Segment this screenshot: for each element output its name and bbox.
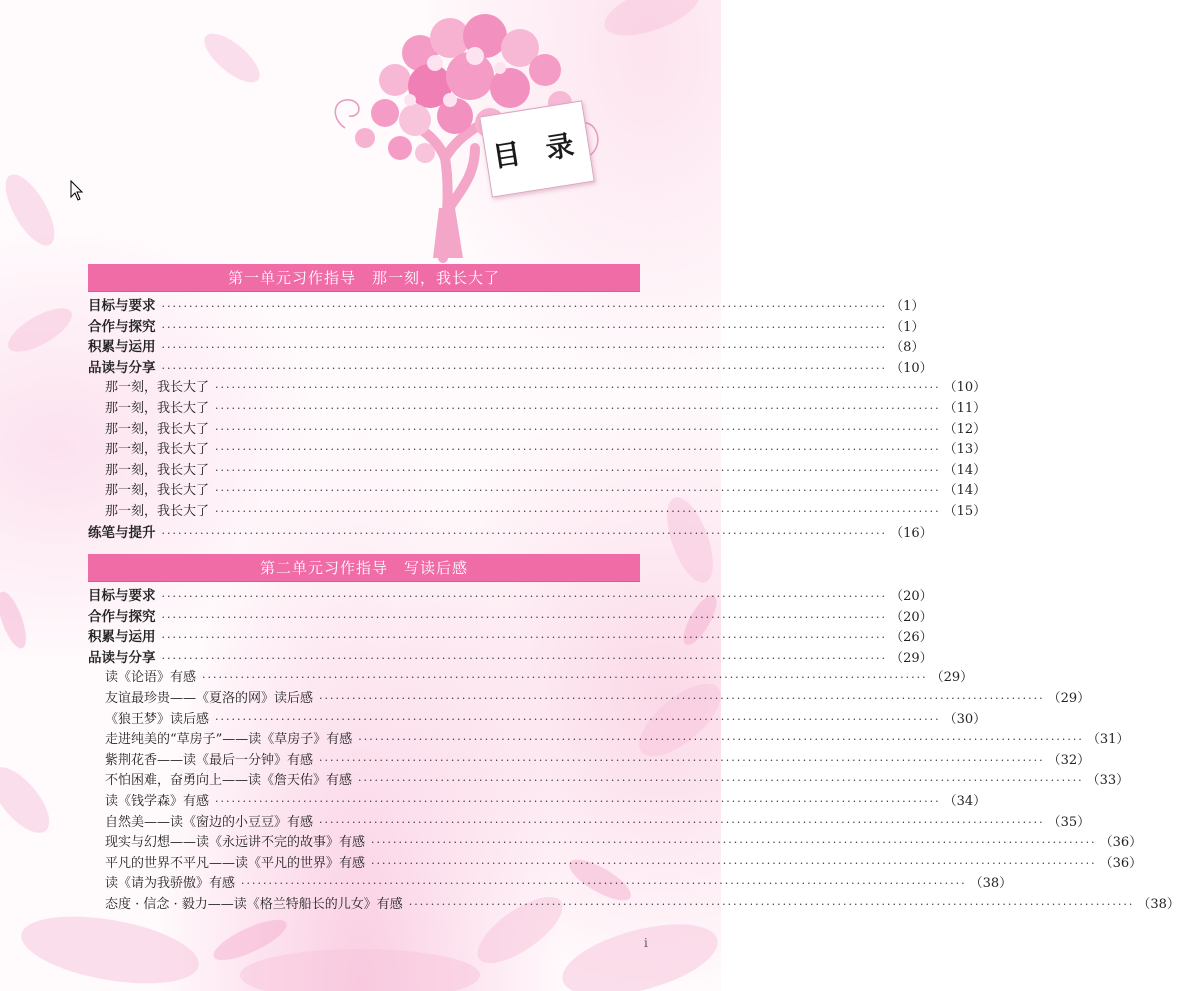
toc-section-2 (88, 554, 1180, 916)
leader-dots: ···································································································································· (408, 897, 1135, 911)
toc-entry[interactable] (88, 751, 1091, 772)
entry-label: 《狼王梦》读后感 (105, 711, 210, 727)
leader-dots: ···································································································································· (215, 794, 941, 808)
entry-label: 自然美——读《窗边的小豆豆》有感 (105, 814, 314, 830)
toc-entry[interactable] (88, 296, 925, 317)
leader-dots: ···································································································································· (215, 381, 941, 395)
leader-dots: ···································································································································· (319, 753, 1045, 767)
entry-label: 那一刻，我长大了 (105, 421, 210, 437)
leader-dots: ···································································································································· (319, 691, 1045, 705)
leader-dots: ···································································································································· (161, 526, 888, 540)
toc-entry[interactable] (88, 771, 1130, 792)
toc-entry[interactable] (88, 440, 987, 461)
page-number: i (644, 936, 648, 950)
toc-entry[interactable] (88, 833, 1143, 854)
entry-label: 品读与分享 (88, 649, 156, 666)
toc-entry[interactable] (88, 607, 933, 628)
toc-entry[interactable] (88, 358, 933, 379)
leader-dots: ···································································································································· (371, 856, 1097, 870)
leader-dots: ···································································································································· (215, 401, 941, 415)
entry-label: 那一刻，我长大了 (105, 400, 210, 416)
leader-dots: ···································································································································· (161, 631, 888, 645)
leader-dots: ···································································································································· (161, 300, 888, 313)
toc-entry[interactable] (88, 627, 933, 648)
toc-entry[interactable] (88, 337, 925, 358)
entry-label: 目标与要求 (88, 588, 156, 604)
entry-label: 态度 · 信念 · 毅力——读《格兰特船长的儿女》有感 (105, 896, 403, 912)
entry-page: （29） (930, 670, 974, 686)
toc-entry[interactable] (88, 792, 987, 813)
entry-label: 品读与分享 (88, 359, 156, 376)
entry-label: 目标与要求 (88, 298, 156, 314)
entry-label: 那一刻，我长大了 (105, 462, 210, 478)
entry-page: （36） (1099, 855, 1143, 871)
entry-page: （38） (969, 876, 1013, 892)
entry-label: 读《请为我骄傲》有感 (105, 876, 236, 892)
toc-entry[interactable] (88, 813, 1091, 834)
entry-page: （10） (943, 380, 987, 396)
entry-label: 友谊最珍贵——《夏洛的网》读后感 (105, 690, 314, 706)
entry-label: 练笔与提升 (88, 524, 156, 541)
entry-page: （16） (890, 525, 933, 541)
leader-dots: ···································································································································· (161, 320, 888, 334)
entry-page: （36） (1099, 835, 1143, 851)
entry-label: 合作与探究 (88, 608, 156, 625)
toc-title: 目 录 (490, 127, 585, 174)
entry-page: （14） (943, 483, 987, 499)
entry-page: （35） (1047, 814, 1091, 830)
toc-entry[interactable] (88, 481, 987, 502)
toc-section-1 (88, 264, 987, 543)
leader-dots: ···································································································································· (161, 590, 888, 603)
entry-page: （11） (943, 400, 987, 416)
entry-label: 平凡的世界不平凡——读《平凡的世界》有感 (105, 855, 366, 871)
toc-entry[interactable] (88, 420, 987, 441)
entry-label: 紫荆花香——读《最后一分钟》有感 (105, 752, 314, 768)
toc-entry[interactable] (88, 502, 987, 523)
toc-title-card (479, 100, 595, 197)
section-banner: 第二单元习作指导 写读后感 (88, 554, 640, 582)
leader-dots: ···································································································································· (358, 774, 1084, 788)
entry-label: 走进纯美的“草房子”——读《草房子》有感 (105, 732, 353, 748)
entry-label: 合作与探究 (88, 318, 156, 335)
toc-entry[interactable] (88, 668, 974, 689)
toc-entry[interactable] (88, 586, 933, 607)
entry-page: （1） (890, 299, 925, 314)
leader-dots: ···································································································································· (215, 443, 941, 457)
entry-page: （12） (943, 421, 987, 437)
entry-page: （32） (1047, 752, 1091, 768)
entry-label: 读《论语》有感 (105, 670, 197, 686)
toc-entry[interactable] (88, 648, 933, 669)
toc-entry[interactable] (88, 895, 1180, 916)
entry-label: 那一刻，我长大了 (105, 483, 210, 499)
entry-page: （15） (943, 503, 987, 519)
mouse-cursor-icon (70, 180, 84, 202)
toc-entry[interactable] (88, 317, 925, 338)
entry-page: （1） (890, 319, 925, 335)
leader-dots: ···································································································································· (202, 671, 928, 685)
toc-entry[interactable] (88, 399, 987, 420)
entry-page: （20） (890, 609, 933, 625)
leader-dots: ···································································································································· (215, 504, 941, 518)
leader-dots: ···································································································································· (161, 610, 888, 624)
toc-entry[interactable] (88, 874, 1013, 895)
entry-label: 不怕困难，奋勇向上——读《詹天佑》有感 (105, 773, 353, 789)
leader-dots: ···································································································································· (241, 877, 967, 891)
entry-label: 那一刻，我长大了 (105, 380, 210, 396)
leader-dots: ···································································································································· (161, 651, 888, 665)
leader-dots: ···································································································································· (161, 361, 888, 375)
leader-dots: ···································································································································· (319, 815, 1045, 829)
leader-dots: ···································································································································· (215, 422, 941, 436)
toc-entry[interactable] (88, 730, 1130, 751)
entry-page: （8） (890, 340, 925, 356)
toc-entry[interactable] (88, 710, 987, 731)
entry-label: 积累与运用 (88, 339, 156, 356)
entry-label: 那一刻，我长大了 (105, 442, 210, 458)
entry-page: （20） (890, 589, 933, 604)
leader-dots: ···································································································································· (215, 484, 941, 498)
entry-label: 读《钱学森》有感 (105, 793, 210, 809)
entry-page: （34） (943, 793, 987, 809)
entry-page: （33） (1086, 773, 1130, 789)
entry-page: （10） (890, 360, 933, 376)
leader-dots: ···································································································································· (371, 836, 1097, 850)
toc-entry[interactable] (88, 689, 1091, 710)
entry-page: （29） (1047, 690, 1091, 706)
entry-page: （38） (1137, 896, 1180, 912)
leader-dots: ···································································································································· (161, 341, 888, 355)
entry-label: 现实与幻想——读《永远讲不完的故事》有感 (105, 835, 366, 851)
leader-dots: ···································································································································· (358, 733, 1084, 747)
toc-entry[interactable] (88, 523, 933, 544)
toc-entry[interactable] (88, 854, 1143, 875)
entry-page: （26） (890, 630, 933, 646)
entry-page: （14） (943, 462, 987, 478)
entry-page: （30） (943, 711, 987, 727)
entry-page: （31） (1086, 732, 1130, 748)
toc-entry[interactable] (88, 461, 987, 482)
leader-dots: ···································································································································· (215, 463, 941, 477)
leader-dots: ···································································································································· (215, 712, 941, 726)
entry-page: （13） (943, 442, 987, 458)
section-banner: 第一单元习作指导 那一刻，我长大了 (88, 264, 640, 292)
toc-entry[interactable] (88, 378, 987, 399)
entry-label: 积累与运用 (88, 629, 156, 646)
entry-label: 那一刻，我长大了 (105, 503, 210, 519)
entry-page: （29） (890, 650, 933, 666)
